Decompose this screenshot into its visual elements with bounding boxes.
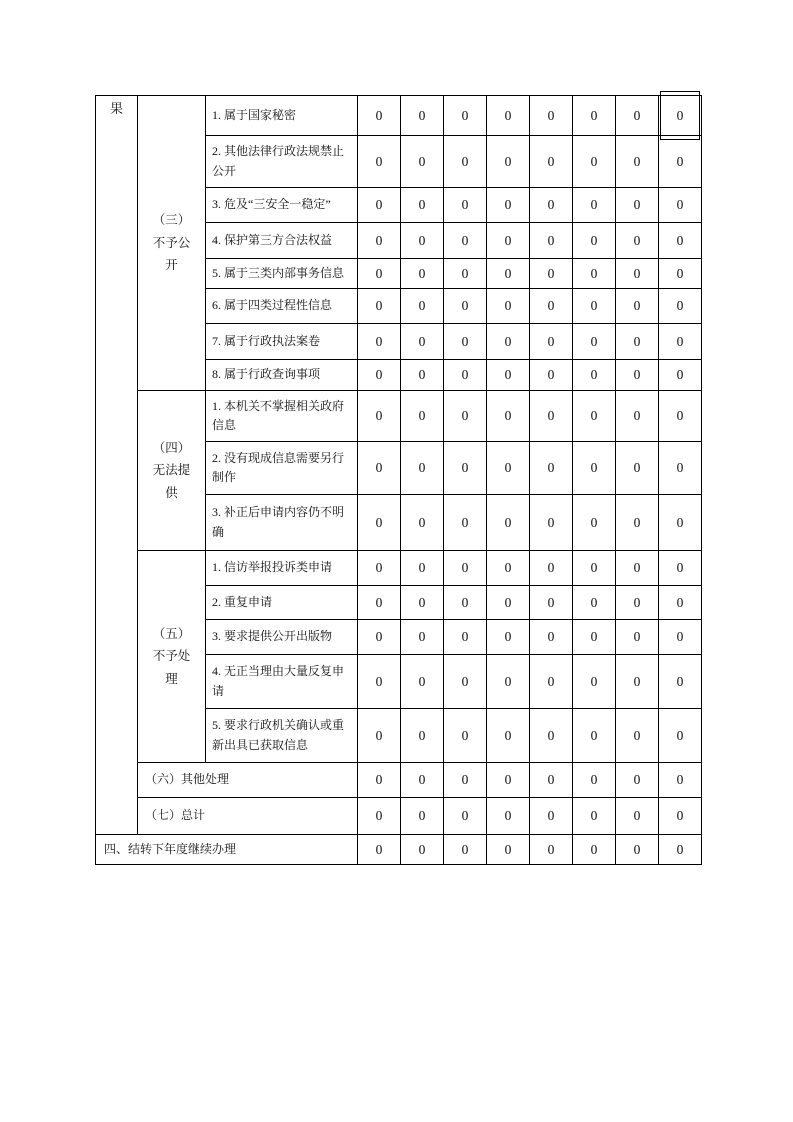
- stat-value: 0: [487, 763, 530, 798]
- stat-value: 0: [358, 96, 401, 136]
- stat-value: 0: [358, 223, 401, 259]
- stat-value: 0: [358, 551, 401, 586]
- group-label-no-disclosure: [138, 96, 206, 391]
- stat-value: 0: [401, 289, 444, 324]
- stat-value: 0: [530, 586, 573, 620]
- item-label: 6. 属于四类过程性信息: [206, 289, 358, 324]
- stat-value: 0: [659, 620, 702, 655]
- stat-value: 0: [616, 709, 659, 763]
- stat-value: 0: [487, 655, 530, 709]
- stat-value: 0: [530, 96, 573, 136]
- report-table-section: [95, 95, 702, 865]
- stat-value: 0: [401, 360, 444, 391]
- stat-value: 0: [616, 391, 659, 442]
- stat-value: 0: [573, 259, 616, 289]
- stat-value: 0: [401, 188, 444, 223]
- stat-value: 0: [530, 442, 573, 495]
- stat-value: 0: [616, 835, 659, 865]
- stat-value: 0: [530, 655, 573, 709]
- stat-value: 0: [530, 835, 573, 865]
- stat-value: 0: [401, 763, 444, 798]
- stat-value: 0: [358, 586, 401, 620]
- item-label: 2. 没有现成信息需要另行制作: [206, 442, 358, 495]
- stat-value: 0: [358, 360, 401, 391]
- stat-value: 0: [659, 136, 702, 188]
- item-label: 1. 信访举报投诉类申请: [206, 551, 358, 586]
- group-label-line: 开: [165, 258, 178, 273]
- stat-value: 0: [573, 586, 616, 620]
- result-column-char: 果: [96, 96, 138, 835]
- stat-value: 0: [401, 586, 444, 620]
- stat-value: 0: [659, 223, 702, 259]
- item-label: 3. 危及“三安全一稳定”: [206, 188, 358, 223]
- stat-value: 0: [444, 835, 487, 865]
- stat-value: 0: [616, 96, 659, 136]
- stat-value: 0: [530, 620, 573, 655]
- stat-value: 0: [444, 324, 487, 360]
- stat-value: 0: [487, 289, 530, 324]
- summary-label-total: （七）总计: [138, 798, 358, 835]
- stat-value: 0: [659, 360, 702, 391]
- stat-value: 0: [659, 709, 702, 763]
- stat-value: 0: [573, 223, 616, 259]
- stat-value: 0: [659, 324, 702, 360]
- stat-value: 0: [487, 495, 530, 551]
- stat-value: 0: [616, 324, 659, 360]
- stat-value: 0: [401, 136, 444, 188]
- stat-value: 0: [358, 442, 401, 495]
- stat-value: 0: [444, 655, 487, 709]
- stat-value: 0: [616, 223, 659, 259]
- stat-value: 0: [659, 289, 702, 324]
- stat-value: 0: [444, 391, 487, 442]
- stat-value: 0: [616, 655, 659, 709]
- group-label-not-processed: [138, 551, 206, 763]
- stat-value: 0: [444, 495, 487, 551]
- stat-value: 0: [530, 709, 573, 763]
- carryover-label: 四、结转下年度继续办理: [96, 835, 358, 865]
- stat-value: 0: [487, 798, 530, 835]
- stat-value: 0: [530, 324, 573, 360]
- stat-value: 0: [659, 551, 702, 586]
- stat-value: 0: [401, 223, 444, 259]
- stat-value: 0: [573, 360, 616, 391]
- item-label: 5. 属于三类内部事务信息: [206, 259, 358, 289]
- stat-value: 0: [487, 259, 530, 289]
- stat-value: 0: [487, 136, 530, 188]
- stat-value: 0: [444, 136, 487, 188]
- stat-value: 0: [487, 835, 530, 865]
- stat-value: 0: [573, 620, 616, 655]
- stat-value: 0: [530, 391, 573, 442]
- stat-value: 0: [401, 259, 444, 289]
- stat-value: 0: [530, 763, 573, 798]
- stat-value: 0: [401, 709, 444, 763]
- stat-value: 0: [616, 289, 659, 324]
- stat-value: 0: [616, 551, 659, 586]
- stat-value: 0: [444, 360, 487, 391]
- stat-value: 0: [530, 551, 573, 586]
- stat-value: 0: [530, 360, 573, 391]
- stat-value: 0: [659, 188, 702, 223]
- item-label: 5. 要求行政机关确认或重新出具已获取信息: [206, 709, 358, 763]
- stat-value: 0: [616, 360, 659, 391]
- table-row: [96, 391, 702, 442]
- stat-value: 0: [401, 620, 444, 655]
- stat-value: 0: [616, 188, 659, 223]
- stat-value: 0: [401, 835, 444, 865]
- table-row: [96, 763, 702, 798]
- stat-value: 0: [401, 442, 444, 495]
- stat-value: 0: [573, 391, 616, 442]
- stat-value: 0: [444, 188, 487, 223]
- stat-value: 0: [358, 763, 401, 798]
- stat-value: 0: [530, 223, 573, 259]
- stat-value: 0: [530, 188, 573, 223]
- stat-value: 0: [444, 798, 487, 835]
- item-label: 3. 补正后申请内容仍不明确: [206, 495, 358, 551]
- stat-value: 0: [573, 835, 616, 865]
- stat-value: 0: [573, 136, 616, 188]
- item-label: 4. 无正当理由大量反复申请: [206, 655, 358, 709]
- stat-value: 0: [358, 709, 401, 763]
- stat-value: 0: [616, 763, 659, 798]
- stat-value: 0: [401, 495, 444, 551]
- stat-value: 0: [659, 586, 702, 620]
- stat-value: 0: [573, 798, 616, 835]
- stat-value: 0: [444, 620, 487, 655]
- stat-value: 0: [659, 391, 702, 442]
- table-row: [96, 96, 702, 136]
- stat-value: 0: [487, 324, 530, 360]
- item-label: 4. 保护第三方合法权益: [206, 223, 358, 259]
- stat-value: 0: [530, 289, 573, 324]
- stat-value: 0: [444, 442, 487, 495]
- stat-value: 0: [358, 188, 401, 223]
- stat-value: 0: [401, 96, 444, 136]
- stat-value: 0: [444, 551, 487, 586]
- stat-value: 0: [444, 96, 487, 136]
- group-label-line: 理: [165, 671, 178, 686]
- stat-value: 0: [616, 442, 659, 495]
- group-label-line: 无法提: [152, 463, 191, 478]
- stat-value: 0: [659, 835, 702, 865]
- group-label-line: 不予处: [152, 649, 191, 664]
- stat-value: 0: [444, 763, 487, 798]
- stat-value: 0: [401, 798, 444, 835]
- stat-value: 0: [659, 763, 702, 798]
- stat-value: 0: [358, 259, 401, 289]
- stat-value: 0: [444, 289, 487, 324]
- stat-value: 0: [659, 96, 702, 136]
- stat-value: 0: [401, 551, 444, 586]
- stat-value: 0: [444, 223, 487, 259]
- stat-value: 0: [487, 360, 530, 391]
- stat-value: 0: [358, 835, 401, 865]
- stat-value: 0: [573, 289, 616, 324]
- stat-value: 0: [530, 259, 573, 289]
- stat-value: 0: [573, 763, 616, 798]
- stat-value: 0: [487, 442, 530, 495]
- stat-value: 0: [358, 289, 401, 324]
- item-label: 2. 其他法律行政法规禁止公开: [206, 136, 358, 188]
- stat-value: 0: [444, 259, 487, 289]
- stat-value: 0: [358, 136, 401, 188]
- stat-value: 0: [616, 136, 659, 188]
- stat-value: 0: [487, 391, 530, 442]
- stat-value: 0: [444, 586, 487, 620]
- stat-value: 0: [659, 798, 702, 835]
- stat-value: 0: [487, 188, 530, 223]
- stat-value: 0: [616, 259, 659, 289]
- stat-value: 0: [616, 620, 659, 655]
- stat-value: 0: [659, 442, 702, 495]
- stat-value: 0: [358, 798, 401, 835]
- item-label: 2. 重复申请: [206, 586, 358, 620]
- stat-value: 0: [573, 551, 616, 586]
- stat-value: 0: [616, 586, 659, 620]
- stat-value: 0: [401, 655, 444, 709]
- stat-value: 0: [530, 495, 573, 551]
- stat-value: 0: [487, 96, 530, 136]
- item-label: 8. 属于行政查询事项: [206, 360, 358, 391]
- item-label: 1. 本机关不掌握相关政府信息: [206, 391, 358, 442]
- stat-value: 0: [401, 391, 444, 442]
- stat-value: 0: [530, 136, 573, 188]
- stat-value: 0: [573, 188, 616, 223]
- stat-value: 0: [616, 495, 659, 551]
- item-label: 1. 属于国家秘密: [206, 96, 358, 136]
- stat-value: 0: [616, 798, 659, 835]
- stat-value: 0: [573, 709, 616, 763]
- table-row: [96, 835, 702, 865]
- item-label: 7. 属于行政执法案卷: [206, 324, 358, 360]
- disclosure-results-table: [95, 95, 702, 865]
- stat-value: 0: [530, 798, 573, 835]
- group-label-line: （五）: [152, 626, 191, 641]
- stat-value: 0: [573, 442, 616, 495]
- stat-value: 0: [573, 96, 616, 136]
- stat-value: 0: [659, 655, 702, 709]
- stat-value: 0: [358, 495, 401, 551]
- stat-value: 0: [487, 223, 530, 259]
- group-label-line: 不予公: [152, 235, 191, 250]
- stat-value: 0: [358, 391, 401, 442]
- table-row: [96, 798, 702, 835]
- stat-value: 0: [487, 586, 530, 620]
- stat-value: 0: [573, 324, 616, 360]
- stat-value: 0: [487, 551, 530, 586]
- group-label-line: 供: [165, 485, 178, 500]
- stat-value: 0: [573, 495, 616, 551]
- summary-label-other-handling: （六）其他处理: [138, 763, 358, 798]
- stat-value: 0: [358, 620, 401, 655]
- stat-value: 0: [444, 709, 487, 763]
- stat-value: 0: [358, 324, 401, 360]
- group-label-unable-to-provide: [138, 391, 206, 551]
- group-label-line: （三）: [152, 213, 191, 228]
- stat-value: 0: [659, 495, 702, 551]
- item-label: 3. 要求提供公开出版物: [206, 620, 358, 655]
- stat-value: 0: [659, 259, 702, 289]
- stat-value: 0: [573, 655, 616, 709]
- group-label-line: （四）: [152, 440, 191, 455]
- stat-value: 0: [358, 655, 401, 709]
- stat-value: 0: [487, 620, 530, 655]
- stat-value: 0: [401, 324, 444, 360]
- stat-value: 0: [487, 709, 530, 763]
- table-row: [96, 551, 702, 586]
